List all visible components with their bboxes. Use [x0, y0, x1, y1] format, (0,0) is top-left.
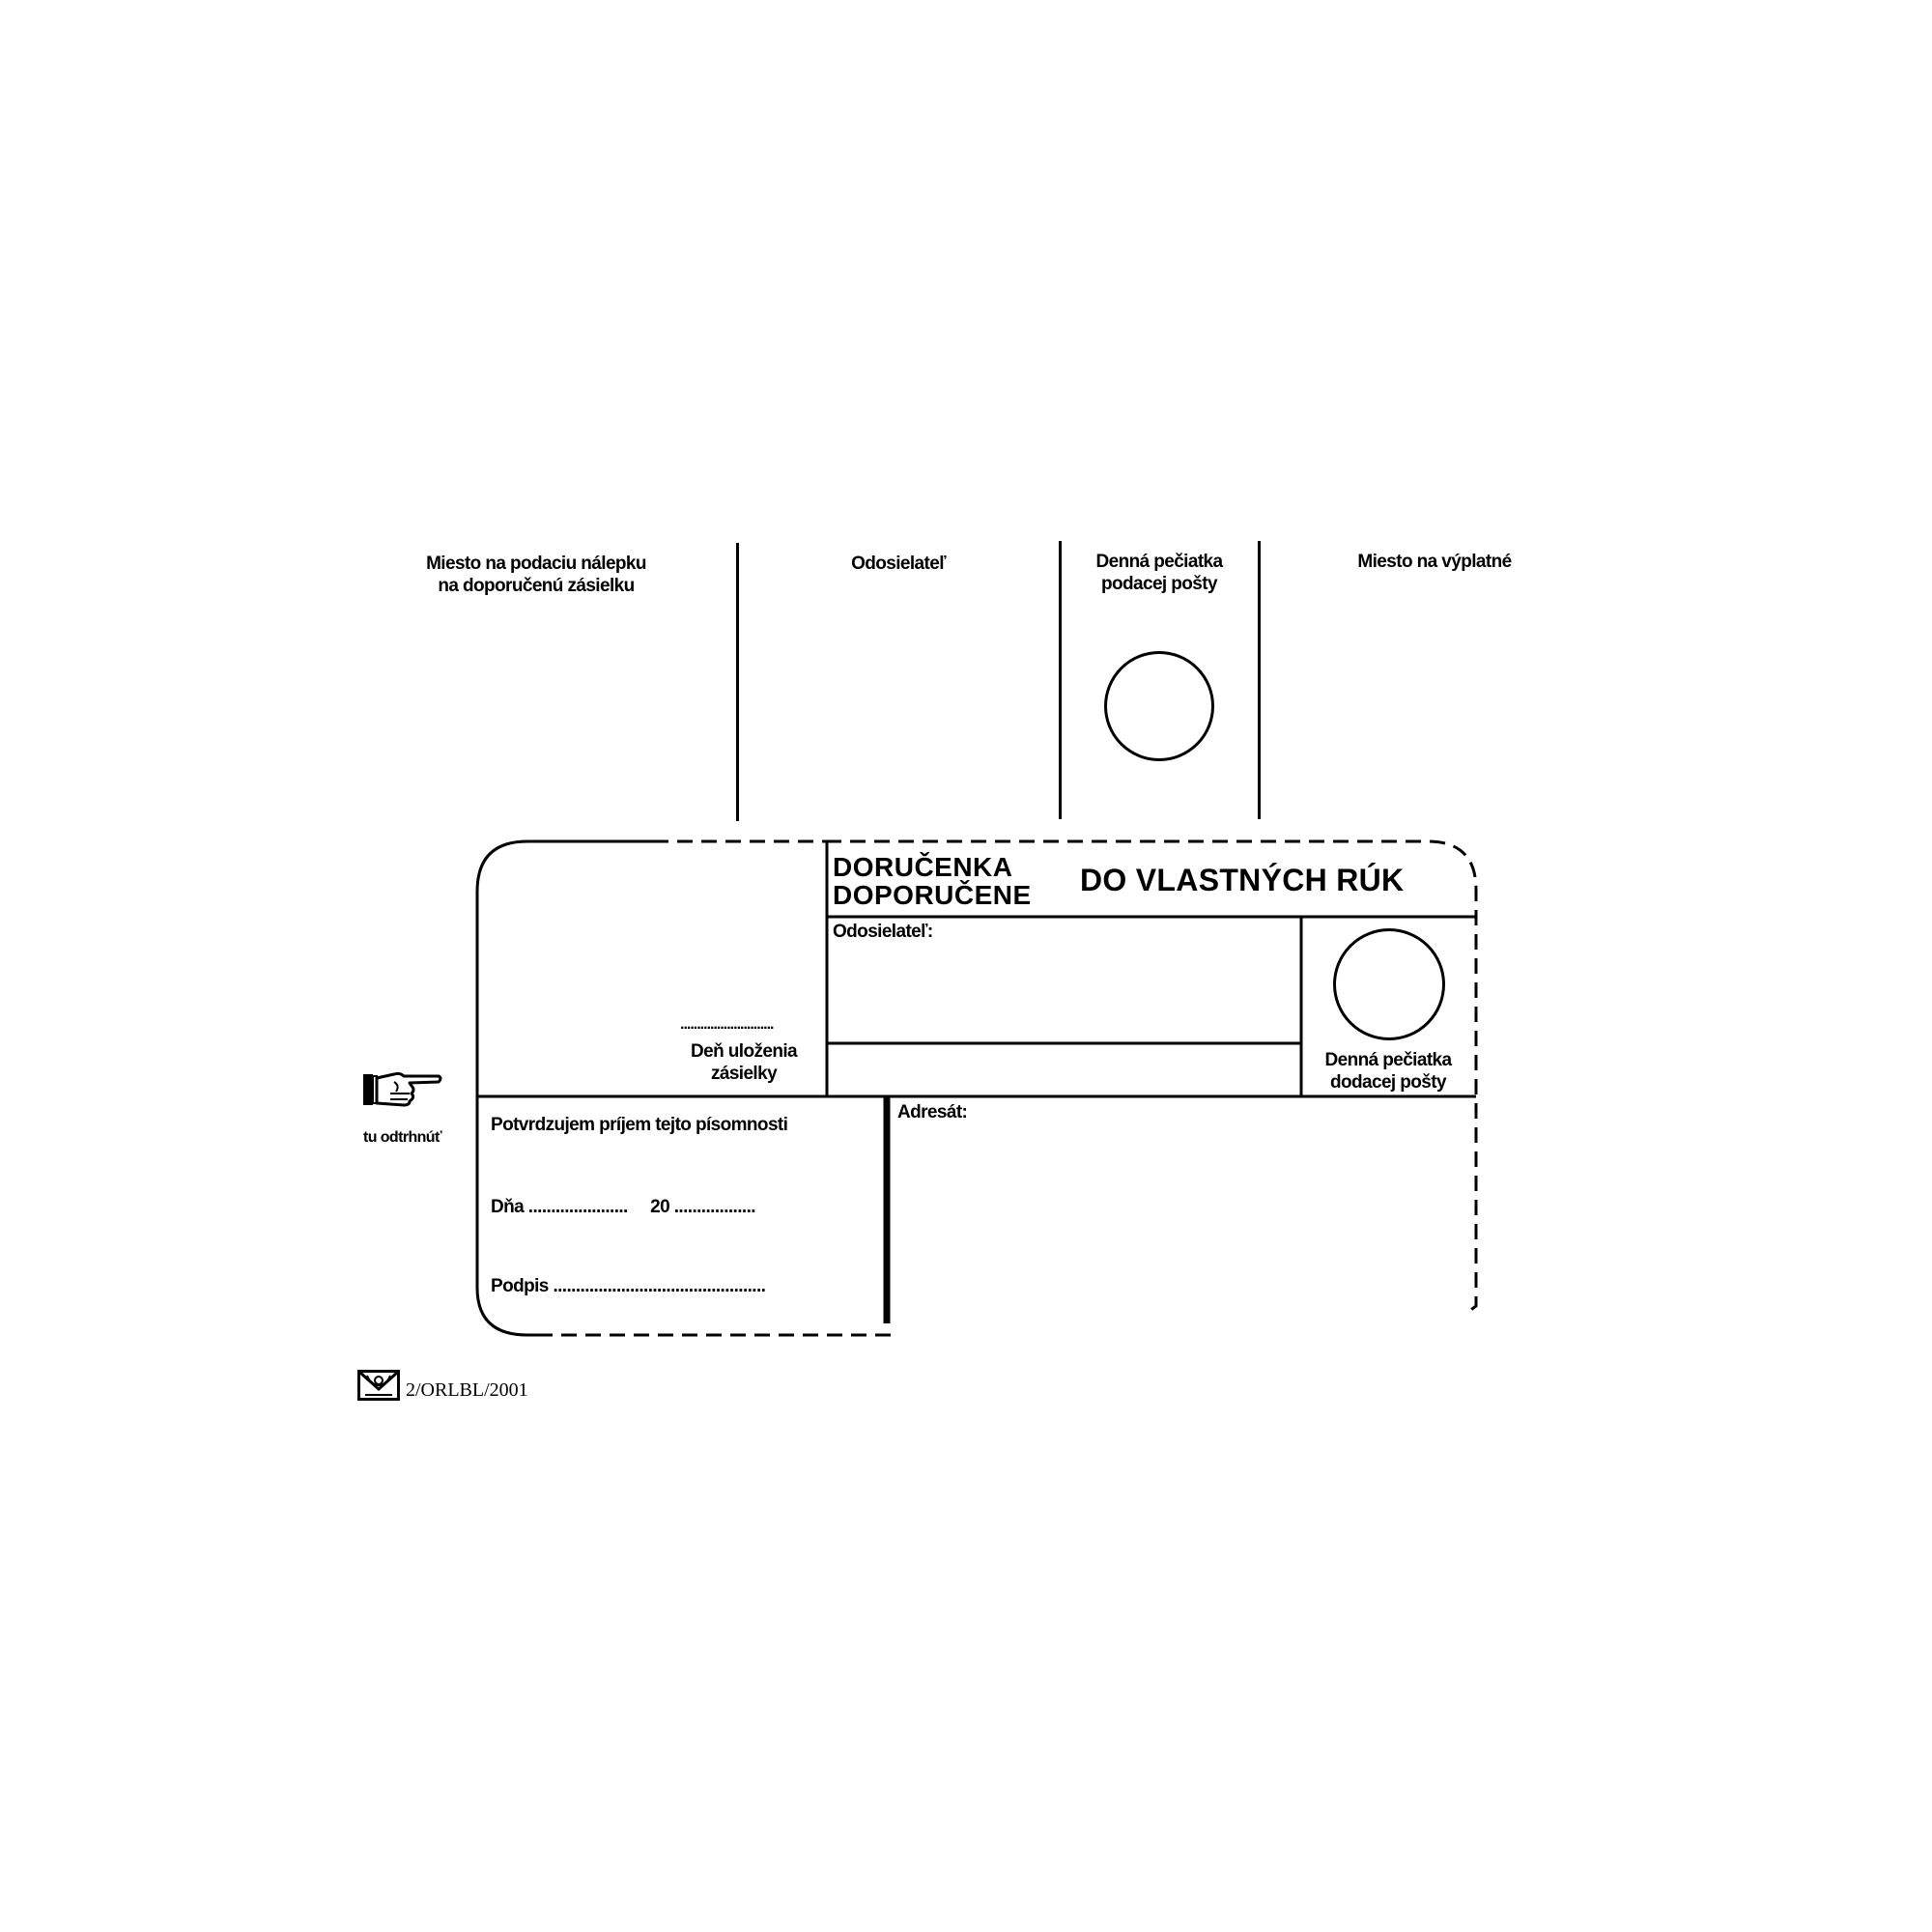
date-line: Dňa ...................... 20 ..................	[491, 1197, 755, 1217]
form-code: 2/ORLBL/2001	[406, 1379, 528, 1401]
label-sticker-place: Miesto na podaciu nálepku na doporučenú zásielku	[426, 554, 646, 596]
storage-dots: ............................	[680, 1016, 774, 1033]
label-posting-stamp: Denná pečiatka podacej pošty	[1095, 552, 1223, 594]
card-title-right: DO VLASTNÝCH RÚK	[1080, 863, 1405, 897]
card-title: DORUČENKA DOPORUČENE	[833, 852, 1032, 910]
sender-label: Odosielateľ:	[833, 922, 933, 942]
signature-line: Podpis ...............................................	[491, 1276, 766, 1296]
post-logo-icon	[357, 1370, 400, 1401]
label-sender-top: Odosielateľ	[851, 554, 946, 574]
storage-day-label: Deň uloženia zásielky	[691, 1041, 797, 1084]
tear-off-label: tu odtrhnúť	[363, 1129, 442, 1146]
confirmation-label: Potvrdzujem príjem tejto písomnosti	[491, 1115, 788, 1135]
delivery-stamp-label: Denná pečiatka dodacej pošty	[1324, 1050, 1452, 1093]
delivery-stamp-circle	[1333, 928, 1445, 1040]
addressee-label: Adresát:	[897, 1102, 968, 1122]
label-postage-place: Miesto na výplatné	[1357, 552, 1512, 572]
pointing-hand-icon	[361, 1068, 444, 1111]
